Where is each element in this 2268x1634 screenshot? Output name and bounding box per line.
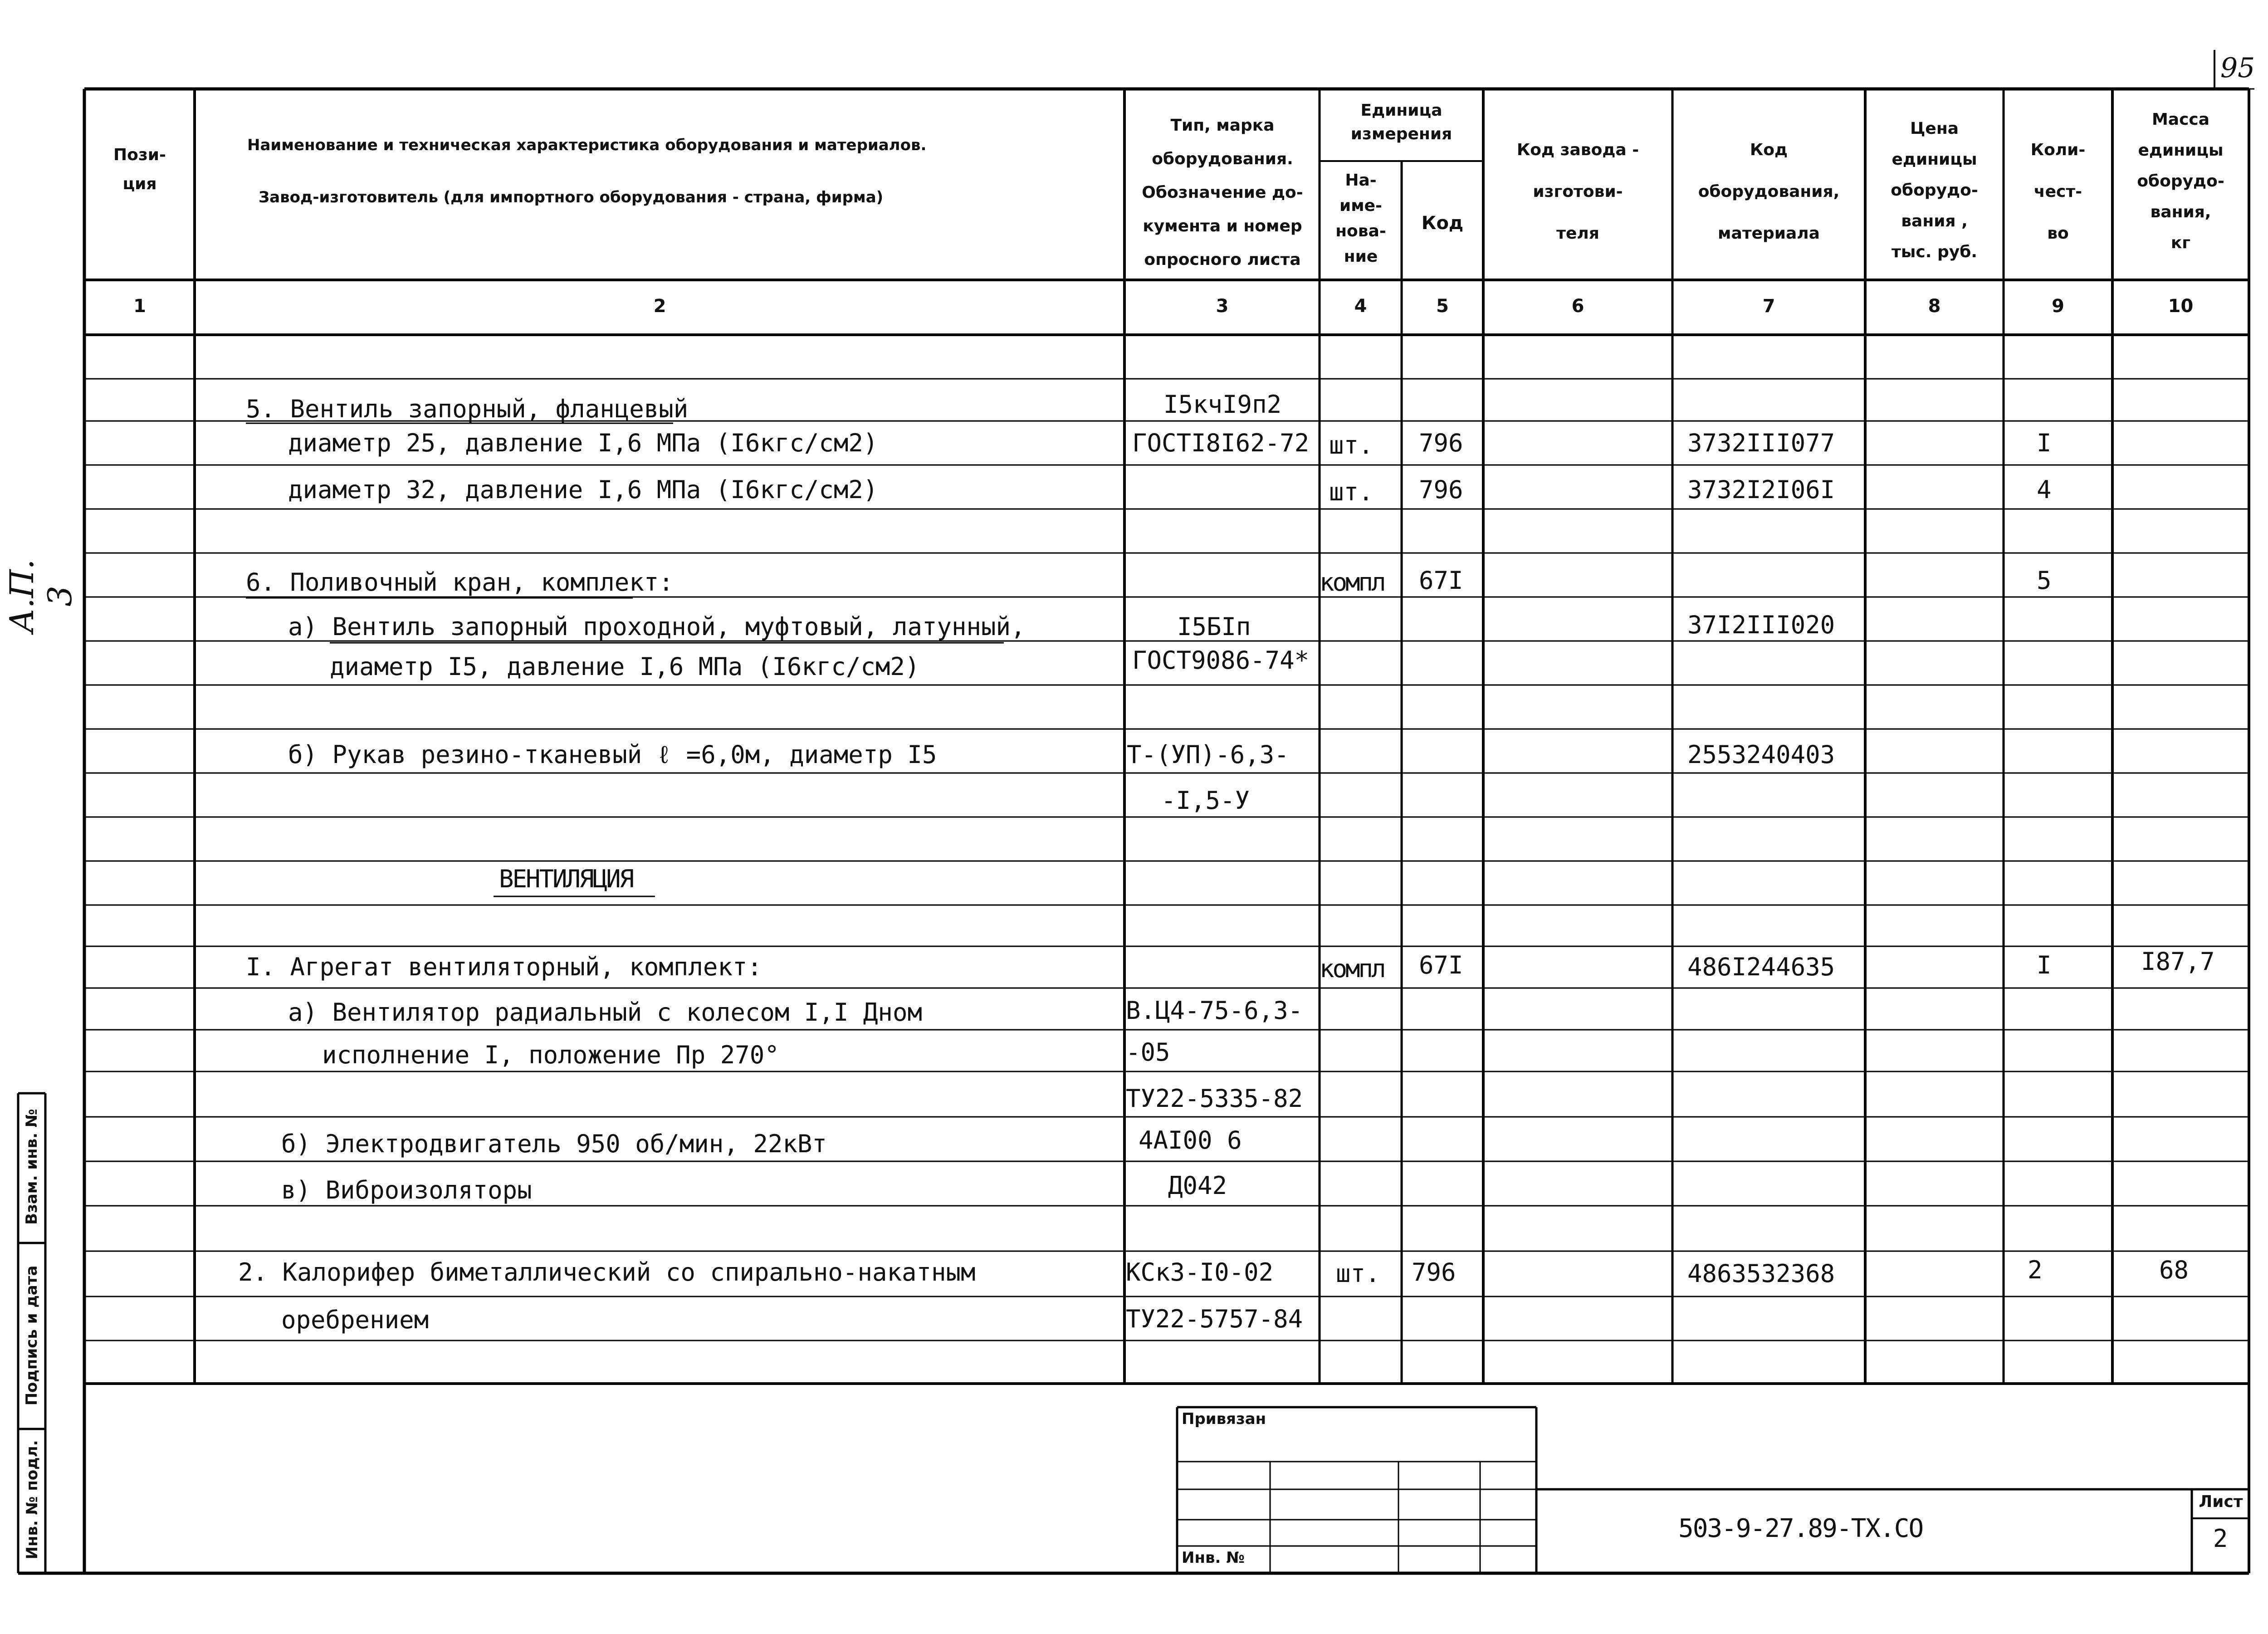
header-position: Пози- ция	[113, 146, 166, 193]
header-unit-price: Цена единицы оборудо- вания , тыс. руб.	[1891, 119, 1978, 261]
row-4-type: I5БIп	[1177, 612, 1251, 641]
row-4-name: а) Вентиль запорный проходной, муфтовый, латунный,	[288, 612, 1026, 641]
row-1-type: ГОСТI8I62-72	[1132, 429, 1310, 457]
row-11-name: исполнение I, положение Пр 270°	[322, 1041, 779, 1069]
row-3-qty: 5	[2037, 566, 2052, 595]
row-13-type: 4АI00 6	[1139, 1126, 1242, 1155]
colnum-2: 2	[653, 296, 666, 317]
header-type: Тип, марка оборудования. Обозначение до- кумента и номер опросного листа	[1142, 116, 1303, 269]
row-15-qty: 2	[2028, 1256, 2043, 1284]
row-1-name: диаметр 25, давление I,6 МПа (I6кгс/см2)	[288, 429, 878, 457]
row-14-type: Д042	[1168, 1171, 1227, 1200]
colnum-7: 7	[1762, 296, 1775, 317]
row-2-eqcode: 3732I2I06I	[1687, 475, 1835, 504]
row-9-eqcode: 486I244635	[1687, 953, 1835, 981]
row-3-code: 67I	[1419, 566, 1463, 595]
colnum-3: 3	[1216, 296, 1229, 317]
header-unit-code: Код	[1421, 213, 1464, 234]
colnum-10: 10	[2168, 296, 2194, 317]
row-15-code: 796	[1412, 1258, 1456, 1287]
header-equipment-code: Код оборудования, материала	[1698, 141, 1840, 243]
row-2-name: диаметр 32, давление I,6 МПа (I6кгс/см2)	[288, 475, 878, 504]
row-9-qty: I	[2037, 951, 2052, 979]
row-15-name: 2. Калорифер биметаллический со спирально-накатным	[238, 1258, 976, 1287]
header-unit-name: На- име- нова- ние	[1335, 171, 1386, 266]
header-unit-mass: Масса единицы оборудо- вания, кг	[2137, 110, 2224, 252]
header-plant-code: Код завода - изготови- теля	[1516, 141, 1639, 243]
row-9-name: I. Агрегат вентиляторный, комплект:	[246, 953, 762, 981]
row-2-code: 796	[1419, 475, 1463, 504]
page-number: 95	[2220, 52, 2255, 84]
section-heading: ВЕНТИЛЯЦИЯ	[499, 865, 633, 893]
row-9-unit: компл	[1320, 954, 1384, 983]
row-6-eqcode: 2553240403	[1687, 740, 1835, 769]
bound-label: Привязан	[1182, 1410, 1266, 1428]
stamp-signature-date: Подпись и дата	[23, 1265, 41, 1406]
row-3-unit: компл	[1320, 568, 1384, 597]
colnum-9: 9	[2052, 296, 2064, 317]
row-11-type: -05	[1126, 1038, 1170, 1067]
row-10-name: а) Вентилятор радиальный с колесом I,I Дном	[288, 998, 922, 1027]
header-name-line1: Наименование и техническая характеристика оборудования и материалов.	[247, 136, 927, 154]
document-code: 503-9-27.89-ТХ.СО	[1678, 1514, 1923, 1543]
row-3-name: 6. Поливочный кран, комплект:	[246, 568, 674, 597]
row-16-type: ТУ22-5757-84	[1126, 1305, 1303, 1333]
row-15-type: КСк3-I0-02	[1126, 1258, 1274, 1287]
row-1-eqcode: 3732III077	[1687, 429, 1835, 457]
row-0-type: I5кчI9п2	[1163, 390, 1282, 419]
row-2-qty: 4	[2037, 475, 2052, 504]
row-6-type: Т-(УП)-6,3-	[1127, 740, 1289, 769]
row-4-eqcode: 37I2III020	[1687, 611, 1835, 639]
row-1-unit: шт.	[1329, 431, 1374, 460]
stamp-replacement-inv: Взам. инв. №	[23, 1109, 41, 1225]
row-16-name: оребрением	[281, 1306, 429, 1334]
row-1-code: 796	[1419, 429, 1463, 457]
row-0-name: 5. Вентиль запорный, фланцевый	[246, 395, 689, 423]
colnum-8: 8	[1928, 296, 1941, 317]
colnum-4: 4	[1354, 296, 1367, 317]
sheet-label: Лист	[2199, 1492, 2243, 1511]
row-2-unit: шт.	[1329, 478, 1374, 506]
header-name-line2: Завод-изготовитель (для импортного оборудования - страна, фирма)	[259, 188, 884, 206]
row-14-name: в) Виброизоляторы	[281, 1176, 532, 1204]
colnum-6: 6	[1571, 296, 1584, 317]
sheet-number: 2	[2213, 1524, 2228, 1553]
row-15-eqcode: 4863532368	[1687, 1259, 1835, 1288]
row-9-mass: I87,7	[2141, 947, 2215, 976]
row-10-type: В.Ц4-75-6,3-	[1126, 996, 1303, 1025]
row-5-name: диаметр I5, давление I,6 МПа (I6кгс/см2)	[330, 652, 920, 681]
row-1-qty: I	[2037, 429, 2052, 457]
margin-mark: А.П. 3	[3, 559, 79, 633]
row-7-type: -I,5-У	[1161, 786, 1250, 815]
colnum-1: 1	[133, 296, 146, 317]
header-unit-group: Единица измерения	[1350, 101, 1452, 143]
colnum-5: 5	[1436, 296, 1449, 317]
row-9-code: 67I	[1419, 951, 1463, 979]
header-quantity: Коли- чест- во	[2030, 141, 2086, 243]
row-6-name: б) Рукав резино-тканевый ℓ =6,0м, диаметр I5	[288, 740, 937, 769]
stamp-original-inv: Инв. № подл.	[23, 1440, 41, 1560]
row-5-type: ГОСТ9086-74*	[1132, 646, 1310, 675]
row-13-name: б) Электродвигатель 950 об/мин, 22кВт	[281, 1130, 827, 1158]
row-12-type: ТУ22-5335-82	[1126, 1084, 1303, 1113]
row-15-unit: шт.	[1336, 1259, 1380, 1288]
inv-label: Инв. №	[1182, 1549, 1245, 1567]
row-15-mass: 68	[2159, 1256, 2189, 1284]
